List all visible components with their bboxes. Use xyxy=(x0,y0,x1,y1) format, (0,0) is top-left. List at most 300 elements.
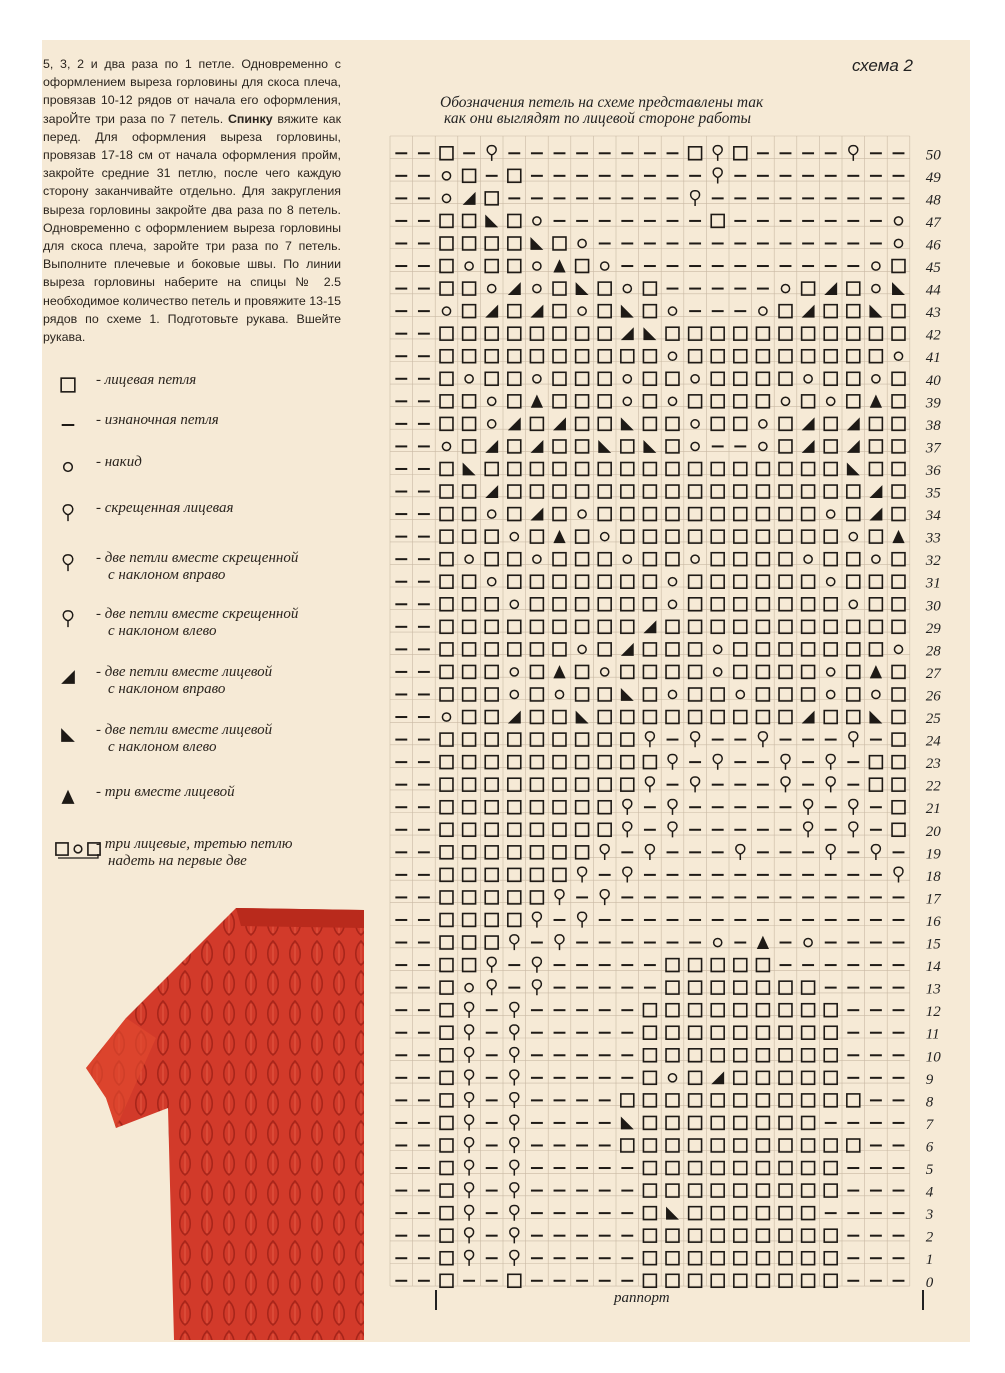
chart-cell xyxy=(689,327,702,340)
chart-cell xyxy=(530,801,543,814)
chart-cell xyxy=(440,981,453,994)
chart-cell xyxy=(824,372,837,385)
chart-cell xyxy=(734,1139,747,1152)
chart-cell xyxy=(802,1139,815,1152)
chart-cell xyxy=(440,778,453,791)
chart-cell xyxy=(711,463,724,476)
chart-cell xyxy=(485,665,498,678)
chart-cell xyxy=(756,1252,769,1265)
chart-cell xyxy=(530,733,543,746)
chart-cell xyxy=(442,194,450,202)
chart-cell xyxy=(689,1071,702,1084)
chart-cell xyxy=(598,823,611,836)
chart-cell xyxy=(666,1252,679,1265)
chart-cell xyxy=(689,575,702,588)
chart-cell xyxy=(508,350,521,363)
chart-cell xyxy=(488,397,496,405)
chart-cell xyxy=(779,981,792,994)
legend-label-cont: с наклоном влево xyxy=(108,623,217,639)
chart-cell xyxy=(440,936,453,949)
chart-cell xyxy=(510,533,518,541)
chart-cell xyxy=(824,530,837,543)
chart-cell xyxy=(827,510,835,518)
chart-cell xyxy=(734,395,747,408)
chart-cell xyxy=(666,1229,679,1242)
three-knit-pass-icon xyxy=(54,838,82,860)
chart-cell xyxy=(533,555,541,563)
chart-cell xyxy=(756,711,769,724)
chart-cell xyxy=(802,1026,815,1039)
row-number: 1 xyxy=(925,1252,934,1269)
chart-cell xyxy=(643,417,656,430)
chart-cell xyxy=(576,372,589,385)
row-number: 38 xyxy=(925,417,941,434)
chart-cell xyxy=(892,417,905,430)
chart-cell xyxy=(465,555,473,563)
chart-cell xyxy=(530,463,543,476)
chart-cell xyxy=(711,1026,724,1039)
chart-cell xyxy=(463,237,476,250)
chart-cell xyxy=(643,1026,656,1039)
chart-cell xyxy=(576,575,589,588)
chart-cell xyxy=(802,530,815,543)
row-number: 8 xyxy=(925,1094,934,1111)
chart-cell xyxy=(824,1026,837,1039)
chart-cell xyxy=(756,350,769,363)
chart-cell xyxy=(621,733,634,746)
chart-cell xyxy=(666,665,679,678)
chart-cell xyxy=(802,1094,815,1107)
chart-cell xyxy=(621,350,634,363)
chart-cell xyxy=(465,262,473,270)
chart-cell xyxy=(892,508,905,521)
chart-cell xyxy=(734,417,747,430)
chart-cell xyxy=(691,420,699,428)
chart-cell xyxy=(714,645,722,653)
legend-label-cont: надеть на первые две xyxy=(108,853,247,869)
row-number: 24 xyxy=(925,733,941,750)
chart-cell xyxy=(894,352,902,360)
chart-cell xyxy=(779,327,792,340)
chart-cell xyxy=(779,305,792,318)
chart-cell xyxy=(714,668,722,676)
chart-cell xyxy=(802,1116,815,1129)
chart-cell xyxy=(779,1049,792,1062)
chart-cell xyxy=(553,282,566,295)
chart-cell xyxy=(870,395,882,408)
chart-cell xyxy=(621,417,634,430)
chart-cell xyxy=(869,756,882,769)
scheme-title: схема 2 xyxy=(852,56,913,75)
chart-cell xyxy=(802,327,815,340)
chart-cell xyxy=(553,778,566,791)
chart-cell xyxy=(779,372,792,385)
chart-cell xyxy=(643,372,656,385)
chart-cell xyxy=(827,690,835,698)
chart-cell xyxy=(440,1162,453,1175)
chart-cell xyxy=(872,284,880,292)
chart-cell xyxy=(689,1252,702,1265)
chart-cell xyxy=(598,778,611,791)
chart-cell xyxy=(824,305,837,318)
chart-cell xyxy=(711,485,724,498)
back-heading: Спинку xyxy=(227,111,273,126)
chart-cell xyxy=(756,395,769,408)
row-number: 31 xyxy=(925,575,941,592)
chart-cell xyxy=(553,350,566,363)
chart-cell xyxy=(440,688,453,701)
chart-cell xyxy=(643,530,656,543)
row-number: 48 xyxy=(925,192,941,209)
chart-cell xyxy=(576,327,589,340)
chart-cell xyxy=(576,463,589,476)
row-number: 16 xyxy=(925,913,941,930)
chart-cell xyxy=(847,688,860,701)
chart-cell xyxy=(734,620,747,633)
row-number: 40 xyxy=(925,372,941,389)
chart-cell xyxy=(643,1049,656,1062)
chart-cell xyxy=(643,1229,656,1242)
chart-cell xyxy=(668,578,676,586)
chart-cell xyxy=(621,756,634,769)
chart-cell xyxy=(440,756,453,769)
chart-cell xyxy=(779,711,792,724)
row-number: 20 xyxy=(925,823,941,840)
chart-cell xyxy=(643,643,656,656)
chart-cell xyxy=(756,959,769,972)
chart-cell xyxy=(779,598,792,611)
chart-cell xyxy=(734,553,747,566)
chart-cell xyxy=(734,981,747,994)
chart-cell xyxy=(488,284,496,292)
chart-cell xyxy=(485,801,498,814)
chart-cell xyxy=(802,1252,815,1265)
chart-cell xyxy=(465,375,473,383)
chart-cell xyxy=(756,981,769,994)
row-number: 4 xyxy=(925,1184,934,1201)
chart-cell xyxy=(779,575,792,588)
chart-cell xyxy=(756,553,769,566)
chart-cell xyxy=(734,1184,747,1197)
chart-cell xyxy=(465,984,473,992)
chart-cell xyxy=(666,1049,679,1062)
chart-cell xyxy=(869,508,882,521)
chart-cell xyxy=(508,327,521,340)
chart-cell xyxy=(440,823,453,836)
chart-cell xyxy=(689,598,702,611)
chart-cell xyxy=(440,372,453,385)
chart-cell xyxy=(802,643,815,656)
chart-cell xyxy=(734,1229,747,1242)
chart-cell xyxy=(689,463,702,476)
chart-cell xyxy=(802,508,815,521)
chart-cell xyxy=(488,420,496,428)
chart-cell xyxy=(892,711,905,724)
chart-cell xyxy=(824,440,837,453)
chart-cell xyxy=(530,665,543,678)
chart-cell xyxy=(734,1162,747,1175)
chart-cell xyxy=(553,237,566,250)
chart-cell xyxy=(643,620,656,633)
chart-cell xyxy=(666,440,679,453)
chart-cell xyxy=(711,1049,724,1062)
chart-cell xyxy=(621,1139,634,1152)
chart-cell xyxy=(666,485,679,498)
chart-cell xyxy=(847,395,860,408)
chart-cell xyxy=(643,1207,656,1220)
chart-cell xyxy=(802,1162,815,1175)
chart-cell xyxy=(779,688,792,701)
chart-cell xyxy=(847,508,860,521)
chart-cell xyxy=(892,395,905,408)
chart-cell xyxy=(892,620,905,633)
chart-cell xyxy=(668,600,676,608)
chart-cell xyxy=(779,553,792,566)
chart-cell xyxy=(440,282,453,295)
chart-cell xyxy=(440,1049,453,1062)
chart-cell xyxy=(668,352,676,360)
chart-cell xyxy=(553,665,565,678)
chart-cell xyxy=(463,665,476,678)
chart-cell xyxy=(643,756,656,769)
chart-cell xyxy=(621,508,634,521)
chart-cell xyxy=(824,463,837,476)
chart-cell xyxy=(711,620,724,633)
chart-cell xyxy=(485,372,498,385)
chart-cell xyxy=(598,801,611,814)
chart-cell xyxy=(756,1184,769,1197)
chart-cell xyxy=(711,1207,724,1220)
chart-cell xyxy=(643,1094,656,1107)
chart-cell xyxy=(440,1004,453,1017)
legend-label-cont: с наклоном влево xyxy=(108,739,217,755)
chart-cell xyxy=(485,868,498,881)
chart-cell xyxy=(711,1252,724,1265)
chart-cell xyxy=(508,711,521,724)
chart-cell xyxy=(892,823,905,836)
chart-cell xyxy=(779,665,792,678)
chart-cell xyxy=(440,575,453,588)
chart-cell xyxy=(734,1049,747,1062)
chart-cell xyxy=(824,1184,837,1197)
row-number: 45 xyxy=(925,260,941,277)
chart-cell xyxy=(666,1094,679,1107)
row-number: 35 xyxy=(925,485,941,502)
chart-cell xyxy=(553,643,566,656)
row-number: 50 xyxy=(925,147,941,164)
chart-cell xyxy=(623,397,631,405)
chart-cell xyxy=(621,463,634,476)
chart-cell xyxy=(598,733,611,746)
chart-cell xyxy=(689,643,702,656)
chart-cell xyxy=(485,214,498,227)
chart-cell xyxy=(779,1207,792,1220)
chart-cell xyxy=(779,1094,792,1107)
chart-cell xyxy=(756,327,769,340)
chart-cell xyxy=(756,1004,769,1017)
chart-cell xyxy=(869,463,882,476)
chart-cell xyxy=(508,553,521,566)
chart-cell xyxy=(691,442,699,450)
chart-cell xyxy=(734,1252,747,1265)
row-number: 7 xyxy=(925,1116,934,1133)
chart-cell xyxy=(847,440,860,453)
chart-cell xyxy=(485,350,498,363)
chart-cell xyxy=(869,350,882,363)
chart-cell xyxy=(802,620,815,633)
chart-cell xyxy=(689,1207,702,1220)
chart-cell xyxy=(666,1184,679,1197)
chart-cell xyxy=(598,485,611,498)
chart-cell xyxy=(533,375,541,383)
chart-cell xyxy=(711,1229,724,1242)
row-number: 9 xyxy=(925,1071,934,1088)
chart-cell xyxy=(576,665,589,678)
chart-cell xyxy=(576,598,589,611)
chart-cell xyxy=(643,1071,656,1084)
row-number: 41 xyxy=(925,350,941,367)
chart-cell xyxy=(576,620,589,633)
chart-cell xyxy=(463,598,476,611)
chart-cell xyxy=(485,553,498,566)
row-number: 26 xyxy=(925,688,941,705)
chart-cell xyxy=(711,1184,724,1197)
chart-cell xyxy=(802,282,815,295)
chart-cell xyxy=(711,688,724,701)
chart-cell xyxy=(485,237,498,250)
chart-cell xyxy=(440,327,453,340)
chart-cell xyxy=(666,463,679,476)
chart-cell xyxy=(621,440,634,453)
chart-cell xyxy=(576,485,589,498)
chart-cell xyxy=(711,1139,724,1152)
chart-cell xyxy=(847,553,860,566)
chart-cell xyxy=(847,417,860,430)
row-number: 14 xyxy=(925,959,941,976)
chart-cell xyxy=(711,1071,724,1084)
chart-cell xyxy=(440,1071,453,1084)
chart-cell xyxy=(666,620,679,633)
legend-label: - три вместе лицевой xyxy=(96,784,235,800)
legend-label: - скрещенная лицевая xyxy=(96,500,234,516)
chart-cell xyxy=(734,508,747,521)
chart-cell xyxy=(598,553,611,566)
chart-cell xyxy=(621,305,634,318)
chart-cell xyxy=(892,756,905,769)
chart-cell xyxy=(824,485,837,498)
chart-cell xyxy=(689,688,702,701)
chart-cell xyxy=(508,463,521,476)
chart-cell xyxy=(508,508,521,521)
chart-cell xyxy=(643,665,656,678)
chart-cell xyxy=(666,1026,679,1039)
chart-cell xyxy=(892,598,905,611)
row-number: 49 xyxy=(925,169,941,186)
chart-cell xyxy=(711,350,724,363)
chart-cell xyxy=(621,620,634,633)
chart-cell xyxy=(621,665,634,678)
chart-cell xyxy=(824,1252,837,1265)
chart-cell xyxy=(621,485,634,498)
chart-cell xyxy=(643,1252,656,1265)
chart-cell xyxy=(598,508,611,521)
chart-cell xyxy=(869,417,882,430)
chart-cell xyxy=(779,1229,792,1242)
chart-cell xyxy=(463,620,476,633)
chart-cell xyxy=(802,1071,815,1084)
chart-cell xyxy=(756,620,769,633)
chart-cell xyxy=(711,1094,724,1107)
chart-cell xyxy=(533,284,541,292)
chart-cell xyxy=(759,307,767,315)
chart-cell xyxy=(530,237,543,250)
row-number: 29 xyxy=(925,620,941,637)
chart-cell xyxy=(508,801,521,814)
chart-cell xyxy=(689,508,702,521)
chart-cell xyxy=(621,1094,634,1107)
chart-cell xyxy=(598,711,611,724)
chart-cell xyxy=(508,169,521,182)
chart-cell xyxy=(668,690,676,698)
row-number: 18 xyxy=(925,868,941,885)
chart-cell xyxy=(598,417,611,430)
chart-cell xyxy=(463,891,476,904)
chart-cell xyxy=(802,981,815,994)
chart-cell xyxy=(711,598,724,611)
chart-cell xyxy=(668,1074,676,1082)
chart-cell xyxy=(847,1139,860,1152)
twisted-k2tog-right-icon xyxy=(54,552,82,574)
chart-cell xyxy=(510,668,518,676)
chart-cell xyxy=(802,440,815,453)
chart-cell xyxy=(440,801,453,814)
chart-cell xyxy=(892,665,905,678)
chart-cell xyxy=(440,508,453,521)
chart-cell xyxy=(463,350,476,363)
chart-cell xyxy=(666,327,679,340)
chart-cell xyxy=(802,665,815,678)
chart-cell xyxy=(804,555,812,563)
chart-cell xyxy=(736,690,744,698)
chart-cell xyxy=(601,533,609,541)
chart-cell xyxy=(872,555,880,563)
chart-cell xyxy=(440,914,453,927)
chart-cell xyxy=(440,553,453,566)
chart-cell xyxy=(440,417,453,430)
chart-cell xyxy=(892,575,905,588)
chart-cell xyxy=(824,643,837,656)
chart-cell xyxy=(598,688,611,701)
chart-cell xyxy=(485,192,498,205)
row-number: 39 xyxy=(925,395,941,412)
chart-cell xyxy=(689,485,702,498)
chart-cell xyxy=(824,711,837,724)
chart-cell xyxy=(711,575,724,588)
chart-cell xyxy=(508,891,521,904)
chart-cell xyxy=(463,643,476,656)
chart-cell xyxy=(666,1004,679,1017)
chart-cell xyxy=(756,1207,769,1220)
chart-cell xyxy=(440,868,453,881)
chart-cell xyxy=(869,711,882,724)
chart-cell xyxy=(442,442,450,450)
chart-cell xyxy=(485,463,498,476)
chart-cell xyxy=(734,1094,747,1107)
legend-label: - лицевая петля xyxy=(96,372,197,388)
chart-cell xyxy=(463,575,476,588)
chart-cell xyxy=(553,756,566,769)
chart-cell xyxy=(601,668,609,676)
